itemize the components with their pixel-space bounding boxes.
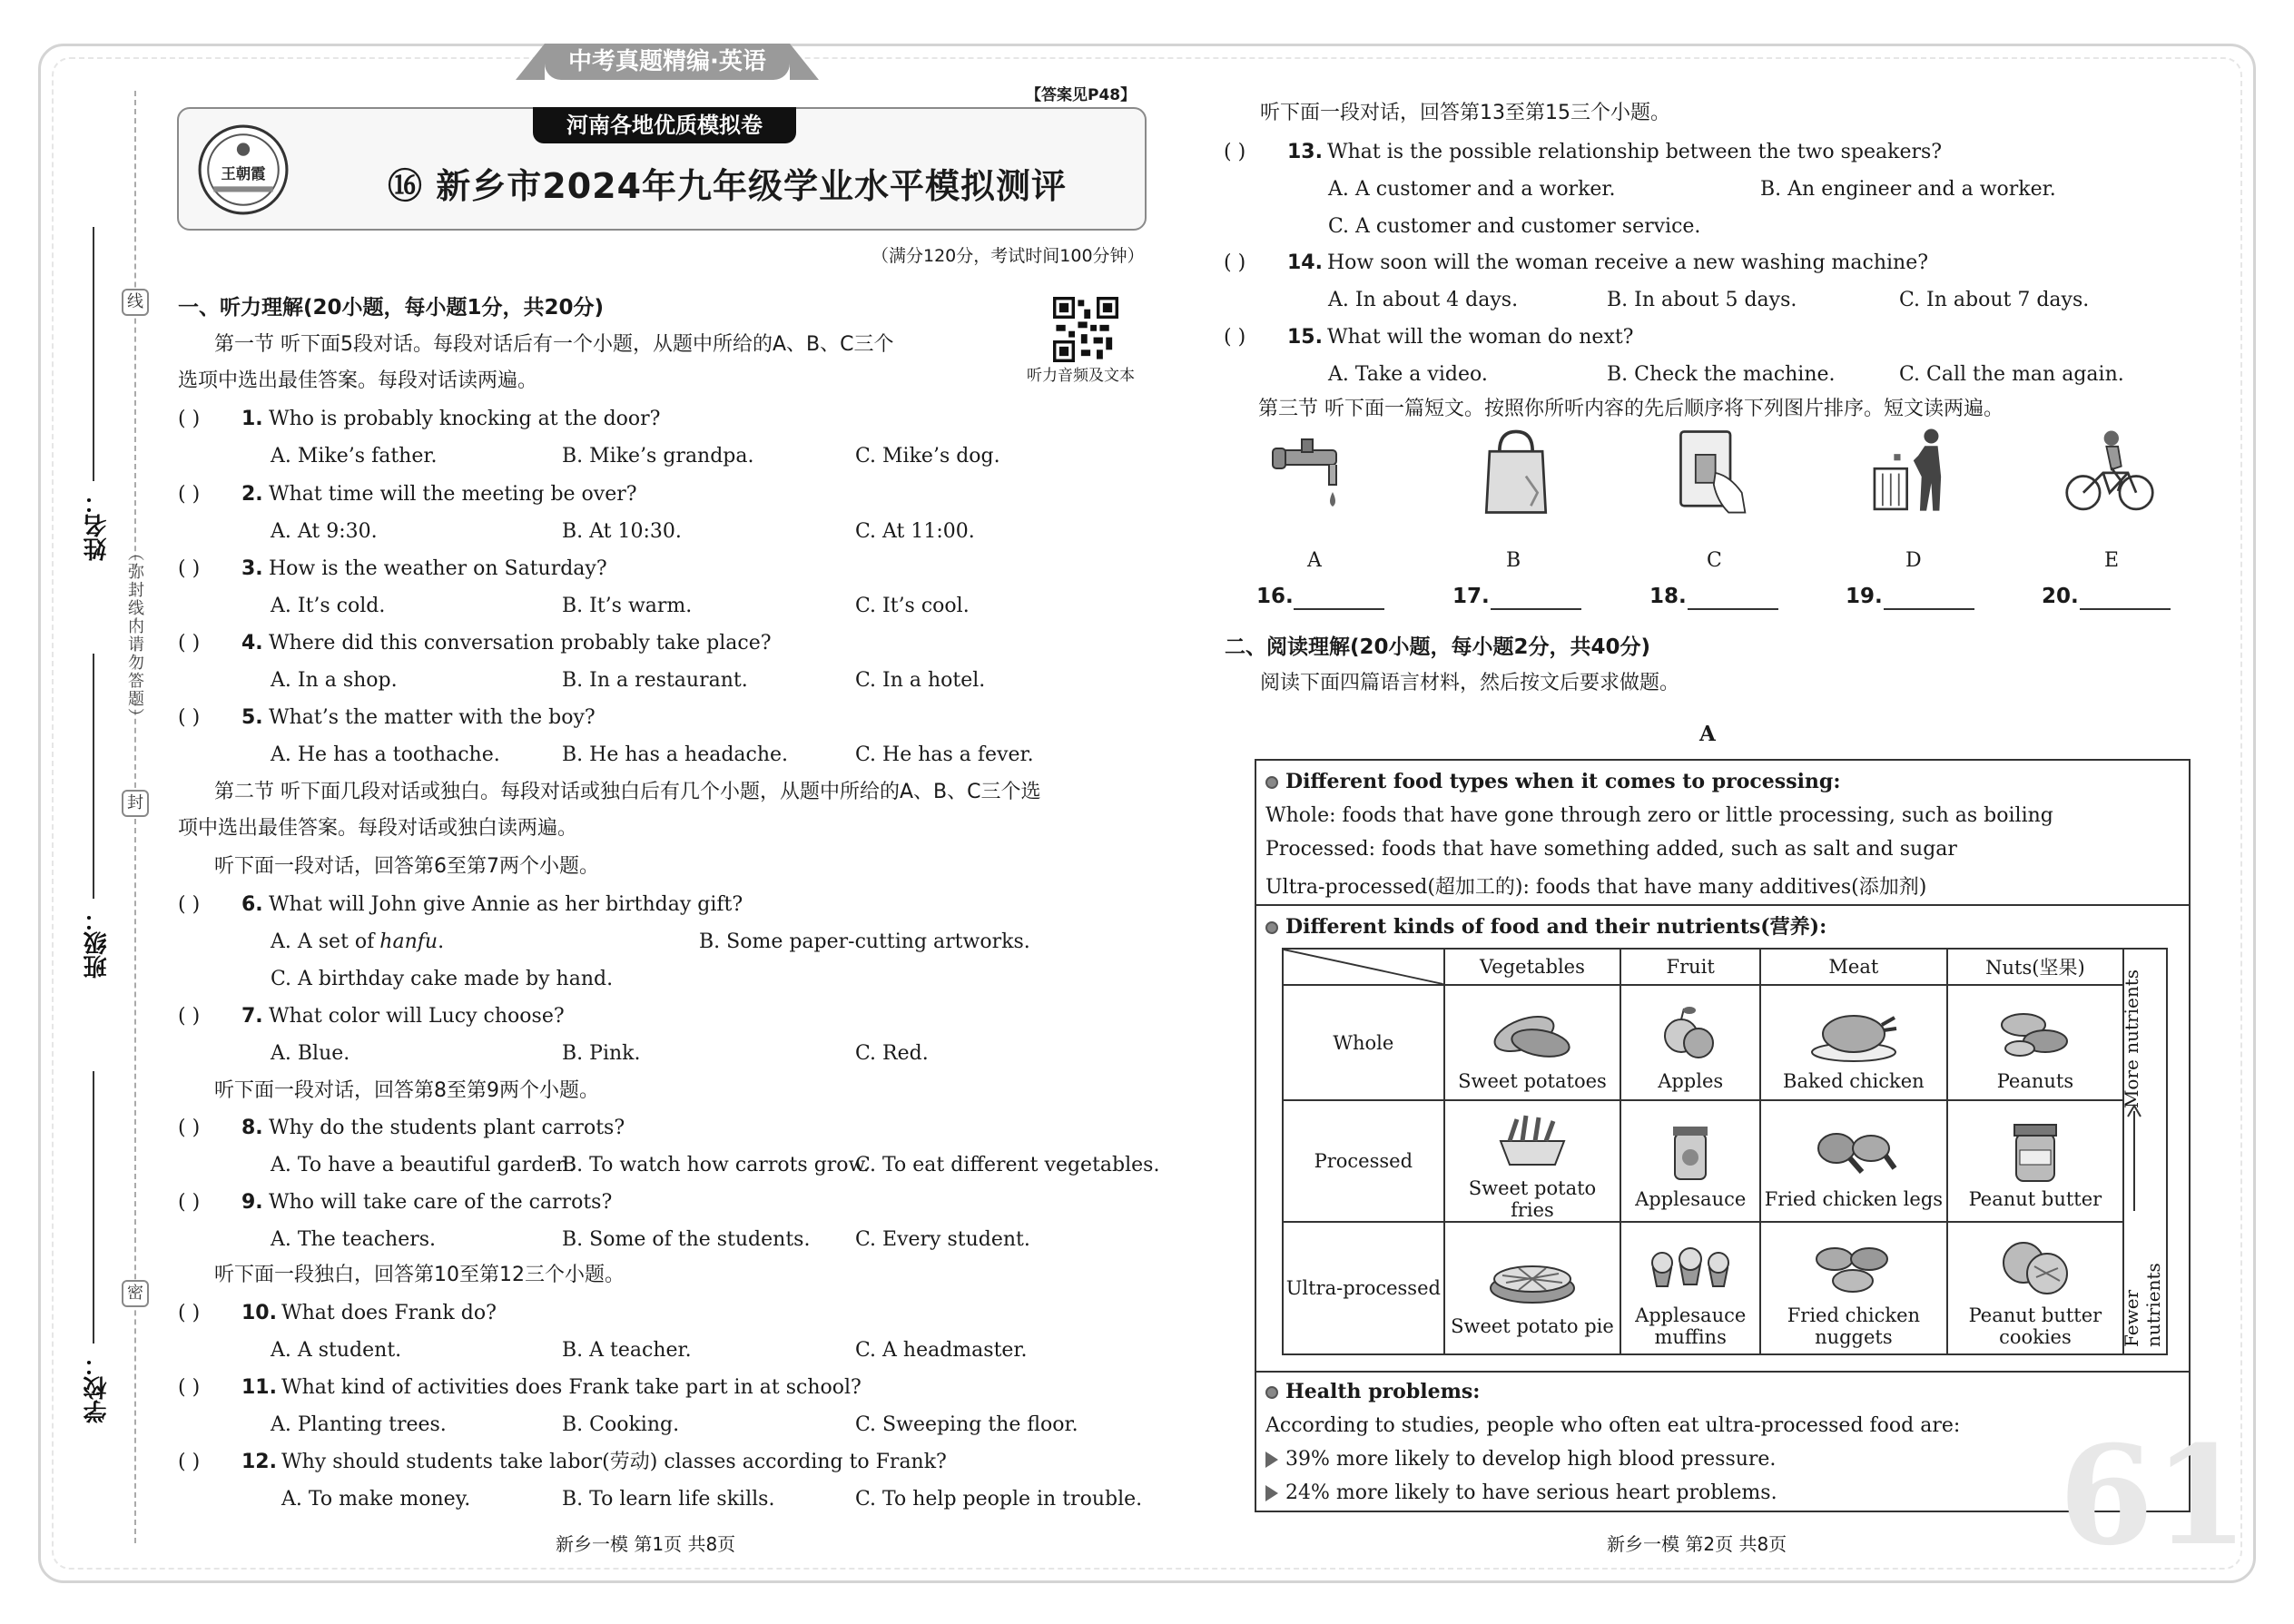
label-peanut-butter: Peanut butter (1968, 1188, 2102, 1210)
option-c[interactable]: C. Mike’s dog. (855, 445, 1000, 468)
option-a[interactable]: A. To make money. (281, 1488, 471, 1511)
class-label: 班级： (84, 908, 111, 979)
bullet-icon (1265, 1386, 1278, 1399)
question-text: What color will Lucy choose? (269, 1005, 565, 1028)
divider (1256, 1371, 2189, 1373)
question-text: What will the woman do next? (1327, 326, 1634, 349)
table-corner-cell (1283, 949, 1444, 985)
binding-mark-bottom: 密 (122, 1280, 149, 1307)
answer-bracket[interactable]: ( ) (178, 1376, 201, 1399)
chicken-leg-icon (1804, 1116, 1904, 1186)
answer-bracket[interactable]: ( ) (178, 1191, 201, 1214)
cell-peanut-butter (1947, 1100, 2124, 1222)
seal-text: 王朝霞 (221, 165, 266, 183)
option-a[interactable]: A. A student. (271, 1339, 402, 1362)
row-label-whole: Whole (1283, 985, 1444, 1100)
health-item-heart-text: 24% more likely to have serious heart problems. (1285, 1481, 1777, 1504)
label-peanuts: Peanuts (1996, 1069, 2074, 1092)
option-b[interactable]: B. To watch how carrots grow. (562, 1154, 870, 1176)
footer-right: 新乡一模 第2页 共8页 (1607, 1533, 1787, 1555)
option-b[interactable]: B. A teacher. (562, 1339, 692, 1362)
option-b[interactable]: B. At 10:30. (562, 520, 682, 543)
question-text: Why should students take labor(劳动) classes according to Frank? (281, 1451, 947, 1473)
question-text: How is the weather on Saturday? (269, 557, 607, 580)
option-c[interactable]: C. He has a fever. (855, 743, 1034, 766)
question-number: 5. (241, 706, 263, 729)
triangle-bullet-icon (1265, 1452, 1278, 1468)
blank-field-16[interactable] (1294, 608, 1384, 610)
option-a[interactable]: A. At 9:30. (271, 520, 378, 543)
question-text: What’s the matter with the boy? (269, 706, 596, 729)
question-number: 7. (241, 1005, 263, 1028)
question-text: What is the possible relationship between the two speakers? (1327, 141, 1943, 163)
answer-bracket[interactable]: ( ) (178, 483, 201, 506)
school-field[interactable] (93, 1071, 94, 1343)
applesauce-jar-icon (1640, 1116, 1740, 1186)
question-text: What does Frank do? (281, 1302, 497, 1324)
paper-meta: （满分120分，考试时间100分钟） (871, 246, 1145, 266)
section1-instruction-line2: 选项中选出最佳答案。每段对话读两遍。 (178, 369, 538, 392)
picture-e-cyclist-icon (2055, 427, 2164, 517)
label-fried-chicken-nuggets: Fried chicken nuggets (1787, 1304, 1921, 1348)
blank-label-20: 20. (2042, 585, 2079, 608)
apple-icon (1640, 998, 1740, 1068)
cell-sweet-potato-fries (1444, 1100, 1621, 1222)
blank-label-16: 16. (1256, 585, 1294, 608)
question-number: 14. (1287, 251, 1323, 274)
option-a[interactable]: A. The teachers. (271, 1228, 437, 1251)
option-b[interactable]: B. In a restaurant. (562, 669, 748, 692)
answer-bracket[interactable]: ( ) (178, 1451, 201, 1473)
answer-bracket[interactable]: ( ) (178, 408, 201, 430)
bullet-icon (1265, 776, 1278, 789)
group-8-9-instruction: 听下面一段对话，回答第8至第9两个小题。 (214, 1079, 599, 1102)
school-label: 学校： (84, 1353, 111, 1423)
pie-icon (1482, 1243, 1582, 1314)
publisher-seal-icon (197, 123, 290, 216)
question-number: 15. (1287, 326, 1323, 349)
label-baked-chicken: Baked chicken (1783, 1069, 1925, 1092)
listening-heading: 一、听力理解(20小题，每小题1分，共20分) (178, 296, 605, 320)
answer-bracket[interactable]: ( ) (1224, 251, 1246, 274)
question-text: Who is probably knocking at the door? (269, 408, 661, 430)
cell-baked-chicken (1760, 985, 1947, 1100)
section-health-title (1265, 1380, 1480, 1403)
binding-mark-top: 线 (122, 289, 149, 316)
blank-field-20[interactable] (2080, 608, 2171, 610)
cell-apples (1620, 985, 1760, 1100)
processing-ultra: Ultra-processed(超加工的): foods that have many additives(添加剂) (1265, 876, 1927, 899)
label-peanut-butter-cookies: Peanut butter cookies (1968, 1304, 2102, 1348)
answer-bracket[interactable]: ( ) (1224, 141, 1246, 163)
section-health-title-text: Health problems: (1285, 1380, 1481, 1403)
row-label-ultra-processed: Ultra-processed (1283, 1222, 1444, 1354)
reading-intro: 阅读下面四篇语言材料，然后按文后要求做题。 (1260, 672, 1680, 694)
option-b[interactable]: B. He has a headache. (562, 743, 789, 766)
qr-caption: 听力音频及文本 (1027, 367, 1135, 385)
col-header-nuts: Nuts(坚果) (1947, 949, 2124, 985)
option-a[interactable]: A. Planting trees. (271, 1413, 447, 1436)
question-number: 8. (241, 1117, 263, 1139)
cell-fried-chicken-nuggets (1760, 1222, 1947, 1354)
paper-number: ⑯ (388, 166, 424, 206)
cell-applesauce (1620, 1100, 1760, 1222)
baked-chicken-icon (1804, 998, 1904, 1068)
question-text: Where did this conversation probably take place? (269, 632, 772, 655)
triangle-bullet-icon (1265, 1485, 1278, 1501)
label-applesauce-muffins: Applesauce muffins (1635, 1304, 1747, 1348)
picture-label-d: D (1905, 549, 1922, 572)
reading-heading: 二、阅读理解(20小题，每小题2分，共40分) (1225, 635, 1651, 659)
option-c[interactable]: C. At 11:00. (855, 520, 975, 543)
section-nutrients-title (1265, 911, 1826, 940)
question-number: 12. (241, 1451, 277, 1473)
section-processing-title-text: Different food types when it comes to processing: (1285, 770, 1841, 793)
option-c[interactable]: C. Sweeping the floor. (855, 1413, 1078, 1436)
option-c[interactable]: C. A customer and customer service. (1328, 215, 1701, 238)
question-number: 11. (241, 1376, 277, 1399)
picture-label-e: E (2104, 549, 2120, 572)
section-processing-title (1265, 770, 1840, 793)
footer-left: 新乡一模 第1页 共8页 (556, 1533, 736, 1555)
cell-peanuts (1947, 985, 2124, 1100)
cell-fried-chicken-legs (1760, 1100, 1947, 1222)
option-c[interactable]: C. In a hotel. (855, 669, 986, 692)
question-text: What will John give Annie as her birthday gift? (269, 893, 743, 916)
question-number: 10. (241, 1302, 277, 1324)
question-number: 9. (241, 1191, 263, 1214)
question-text: What kind of activities does Frank take part in at school? (281, 1376, 861, 1399)
picture-b-bag-icon (1462, 427, 1570, 517)
option-c[interactable]: C. In about 7 days. (1899, 289, 2090, 311)
option-c[interactable]: C. To eat different vegetables. (855, 1154, 1160, 1176)
food-nutrients-table (1282, 948, 2168, 1355)
option-a[interactable] (271, 930, 444, 953)
option-a[interactable]: A. In a shop. (271, 669, 398, 692)
option-b[interactable]: B. In about 5 days. (1607, 289, 1797, 311)
health-item-blood-pressure-text: 39% more likely to develop high blood pressure. (1285, 1448, 1777, 1471)
binding-mark-mid: 封 (122, 790, 149, 817)
option-c[interactable]: C. Every student. (855, 1228, 1030, 1251)
group-6-7-instruction: 听下面一段对话，回答第6至第7两个小题。 (214, 855, 599, 878)
label-fried-chicken-legs: Fried chicken legs (1764, 1188, 1944, 1210)
option-b[interactable]: B. Some paper-cutting artworks. (699, 930, 1030, 953)
option-c[interactable]: C. A birthday cake made by hand. (271, 968, 614, 990)
blank-label-19: 19. (1846, 585, 1883, 608)
blank-label-18: 18. (1649, 585, 1687, 608)
question-number: 1. (241, 408, 263, 430)
col-header-vegetables: Vegetables (1444, 949, 1621, 985)
option-c[interactable]: C. Red. (855, 1042, 929, 1065)
blank-field-17[interactable] (1491, 608, 1581, 610)
picture-label-a: A (1307, 549, 1322, 572)
answer-bracket[interactable]: ( ) (178, 1117, 201, 1139)
col-header-meat: Meat (1760, 949, 1947, 985)
label-applesauce: Applesauce (1635, 1188, 1747, 1210)
table-row-ultra-processed (1283, 1222, 2167, 1354)
option-b[interactable]: B. To learn life skills. (562, 1488, 775, 1511)
label-sweet-potatoes: Sweet potatoes (1458, 1069, 1607, 1092)
nuggets-icon (1804, 1232, 1904, 1303)
question-text: How soon will the woman receive a new washing machine? (1327, 251, 1929, 274)
picture-d-litter-bin-icon (1857, 425, 1966, 516)
sweet-potato-icon (1482, 998, 1582, 1068)
option-a-text: A. A set of (271, 930, 375, 953)
label-apples: Apples (1658, 1069, 1724, 1092)
cell-applesauce-muffins (1620, 1222, 1760, 1354)
answer-bracket[interactable]: ( ) (1224, 326, 1246, 349)
blank-field-18[interactable] (1688, 608, 1778, 610)
label-sweet-potato-fries: Sweet potato fries (1468, 1177, 1597, 1221)
answer-bracket[interactable]: ( ) (178, 706, 201, 729)
name-field[interactable] (93, 227, 94, 481)
answer-bracket[interactable]: ( ) (178, 1302, 201, 1324)
fries-icon (1482, 1105, 1582, 1176)
paper-title-box (177, 107, 1147, 231)
peanut-icon (1985, 998, 2085, 1068)
processing-processed: Processed: foods that have something added, such as salt and sugar (1265, 838, 1957, 861)
fewer-nutrients-label: Fewer nutrients (2121, 1263, 2164, 1347)
binding-note: （弥封线内请勿答题） (125, 545, 144, 726)
passage-a-box (1255, 759, 2191, 1512)
health-intro: According to studies, people who often eat ultra-processed food are: (1265, 1414, 1961, 1437)
paper-title (388, 158, 1067, 208)
option-a[interactable]: A. In about 4 days. (1328, 289, 1519, 311)
question-number: 2. (241, 483, 263, 506)
option-a[interactable]: A. To have a beautiful garden. (271, 1154, 576, 1176)
picture-a-tap-icon (1264, 432, 1373, 523)
peanut-butter-jar-icon (1985, 1116, 2085, 1186)
option-a[interactable]: A. A customer and a worker. (1328, 178, 1616, 201)
arrow-up-icon (2124, 1104, 2144, 1213)
table-row-whole (1283, 985, 2167, 1100)
question-number: 13. (1287, 141, 1323, 163)
answer-bracket[interactable]: ( ) (178, 632, 201, 655)
blank-field-19[interactable] (1884, 608, 1974, 610)
health-item-blood-pressure (1265, 1448, 1776, 1471)
option-b[interactable]: B. An engineer and a worker. (1760, 178, 2056, 201)
name-label: 姓名： (84, 490, 111, 561)
option-b[interactable]: B. Some of the students. (562, 1228, 811, 1251)
picture-c-switch-icon (1658, 427, 1767, 517)
option-a[interactable]: A. Mike’s father. (271, 445, 438, 468)
picture-label-b: B (1506, 549, 1521, 572)
qr-code-icon[interactable] (1053, 297, 1118, 362)
answer-bracket[interactable]: ( ) (178, 1005, 201, 1028)
question-number: 4. (241, 632, 263, 655)
more-nutrients-label: More nutrients (2121, 969, 2142, 1109)
bullet-icon (1265, 921, 1278, 934)
answer-bracket[interactable]: ( ) (178, 893, 201, 916)
label-sweet-potato-pie: Sweet potato pie (1451, 1315, 1614, 1337)
option-b[interactable]: B. Cooking. (562, 1413, 680, 1436)
col-header-fruit: Fruit (1620, 949, 1760, 985)
paper-title-text: 新乡市2024年九年级学业水平模拟测评 (436, 166, 1068, 206)
class-field[interactable] (93, 654, 94, 899)
row-label-processed: Processed (1283, 1100, 1444, 1222)
option-a[interactable]: A. He has a toothache. (271, 743, 500, 766)
question-text: What time will the meeting be over? (269, 483, 637, 506)
group-10-12-instruction: 听下面一段独白，回答第10至第12三个小题。 (214, 1264, 625, 1286)
question-text: Who will take care of the carrots? (269, 1191, 613, 1214)
option-b[interactable]: B. Check the machine. (1607, 363, 1836, 386)
section1-instruction-line1: 第一节 听下面5段对话。每段对话后有一个小题，从题中所给的A、B、C三个 (214, 333, 894, 356)
cookies-icon (1985, 1232, 2085, 1303)
binding-strip (73, 91, 154, 1543)
option-c[interactable]: C. A headmaster. (855, 1339, 1028, 1362)
answer-bracket[interactable]: ( ) (178, 557, 201, 580)
option-b[interactable]: B. It’s warm. (562, 595, 693, 617)
section2-instruction-line2: 项中选出最佳答案。每段对话或独白读两遍。 (178, 817, 578, 840)
option-a-italic: hanfu (379, 930, 438, 953)
option-b[interactable]: B. Mike’s grandpa. (562, 445, 754, 468)
answer-reference: 【答案见P48】 (1026, 86, 1137, 104)
option-c[interactable]: C. It’s cool. (855, 595, 970, 617)
section-nutrients-title-text: Different kinds of food and their nutrients(营养): (1285, 915, 1827, 939)
option-c[interactable]: C. To help people in trouble. (855, 1488, 1143, 1511)
option-a-end: . (438, 930, 445, 953)
processing-whole: Whole: foods that have gone through zero or little processing, such as boiling (1265, 804, 2053, 827)
section2-instruction-line1: 第二节 听下面几段对话或独白。每段对话或独白后有几个小题，从题中所给的A、B、C三个选 (214, 781, 1041, 803)
cell-sweet-potato-pie (1444, 1222, 1621, 1354)
option-a[interactable]: A. Blue. (271, 1042, 350, 1065)
divider (1256, 904, 2189, 906)
question-number: 6. (241, 893, 263, 916)
nutrient-scale (2113, 969, 2164, 1347)
option-a[interactable]: A. Take a video. (1328, 363, 1488, 386)
question-text: Why do the students plant carrots? (269, 1117, 625, 1139)
picture-label-c: C (1707, 549, 1722, 572)
cell-sweet-potatoes (1444, 985, 1621, 1100)
group-13-15-instruction: 听下面一段对话，回答第13至第15三个小题。 (1260, 102, 1670, 124)
option-b[interactable]: B. Pink. (562, 1042, 641, 1065)
question-number: 3. (241, 557, 263, 580)
option-a[interactable]: A. It’s cold. (271, 595, 386, 617)
muffins-icon (1640, 1232, 1740, 1303)
book-title-tab: 中考真题精编·英语 (545, 44, 790, 80)
section3-instruction: 第三节 听下面一篇短文。按照你所听内容的先后顺序将下列图片排序。短文读两遍。 (1258, 398, 2004, 420)
health-item-heart (1265, 1481, 1777, 1504)
diagonal-line (1284, 950, 1443, 984)
table-header-row (1283, 949, 2167, 985)
blank-label-17: 17. (1452, 585, 1490, 608)
option-c[interactable]: C. Call the man again. (1899, 363, 2124, 386)
paper-tag: 河南各地优质模拟卷 (533, 107, 796, 143)
table-row-processed (1283, 1100, 2167, 1222)
passage-label: A (1699, 722, 1716, 746)
cell-peanut-butter-cookies (1947, 1222, 2124, 1354)
page-number-watermark: 61 (2059, 1416, 2249, 1576)
